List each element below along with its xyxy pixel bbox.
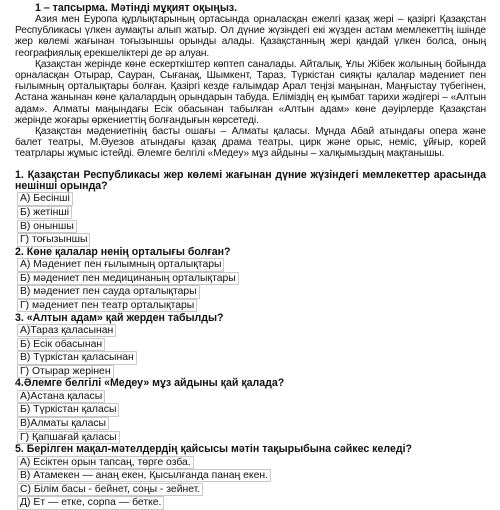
answer-option[interactable]: Д) Ет — етке, сорпа — бетке. xyxy=(17,496,164,509)
answer-options xyxy=(15,456,486,510)
text-paragraph-3: Қазақстан мәдениетінің басты ошағы – Алматы қаласы. Мұнда Абай атындағы опера және балет театры, М.Әуезов атындағы қазақ драма театры, цирк және орыс, неміс, ұйғыр, корей театрлары жұмыс істейді. Әлемге белгілі «Медеу» мұз айдыны – халқымыздың мақтанышы. xyxy=(15,126,486,160)
answer-option[interactable]: Б) Түркістан қаласы xyxy=(17,403,119,416)
answer-options xyxy=(15,390,486,444)
question-2 xyxy=(15,247,486,312)
answer-option[interactable]: А)Астана қаласы xyxy=(17,390,105,403)
text-paragraph-1: Азия мен Еуропа құрлықтарының ортасында орналасқан ежелгі қазақ жері – қазіргі Қазақстан Республикасы үлкен аумақты алып жатыр. Ол дүние жүзіндегі екі жүзден астам мемлекеттің ішінде жер көлемі жағынан тоғызыншы орынды алады. Қазақстанның жері қандай үлкен болса, оның географиялық ерекшеліктері де әр алуан. xyxy=(15,14,486,59)
answer-option[interactable]: А) Бесінші xyxy=(17,192,73,205)
question-1 xyxy=(15,170,486,247)
answer-option[interactable]: Г) тоғызыншы xyxy=(17,233,90,246)
reading-text xyxy=(15,14,486,160)
answer-option[interactable]: В) Атамекен — анаң екен, Қысылғанда панаң екен. xyxy=(17,469,271,482)
answer-option[interactable]: Б) Есік обасынан xyxy=(17,338,105,351)
answer-option[interactable]: А)Тараз қаласынан xyxy=(17,324,116,337)
answer-option[interactable]: В) Түркістан қаласынан xyxy=(17,351,137,364)
answer-options xyxy=(15,324,486,378)
question-text: 5. Берілген мақал-мәтелдердің қайсысы мәтін тақырыбына сәйкес келеді? xyxy=(15,443,412,456)
question-text: 1. Қазақстан Республикасы жер көлемі жағынан дүние жүзіндегі мемлекеттер арасында нешінші орында? xyxy=(15,168,486,193)
answer-option[interactable]: В) оныншы xyxy=(17,220,77,233)
answer-option[interactable]: Г) Қапшағай қаласы xyxy=(17,431,120,444)
answer-option[interactable]: В) мәдениет пен сауда орталықтары xyxy=(17,285,200,298)
text-paragraph-2: Қазақстан жерінде көне ескерткіштер көптеп саналады. Айталық, Ұлы Жібек жолының бойында орналасқан Отырар, Сауран, Сығанақ, Шымкент, Тараз, Түркістан сияқты қалалар мәдениет пен ғылымның орталықтары болған. Қазіргі кезде ғалымдар Арал теңізі маңынан, Маңғыстау түбегінен, Астана жанынан көне қалалардың орындарын табуда. Еліміздің ең қымбат тарихи жәдігері – «Алтын адам». Алматы маңындағы Есік обасынан табылған «Алтын адам» көне дәуірлерде Қазақстан жерінде жоғары өркениеттің болғандығын көрсетеді. xyxy=(15,58,486,126)
answer-option[interactable]: Б) жетінші xyxy=(17,206,72,219)
answer-option[interactable]: В)Алматы қаласы xyxy=(17,417,109,430)
answer-options xyxy=(15,192,486,246)
answer-option[interactable]: Г) Отырар жерінен xyxy=(17,365,114,378)
question-4 xyxy=(15,378,486,443)
answer-option[interactable]: А) Мәдениет пен ғылымның орталықтары xyxy=(17,258,224,271)
question-3 xyxy=(15,313,486,378)
task-title: 1 – тапсырма. Мәтінді мұқият оқыңыз. xyxy=(35,2,238,14)
answer-option[interactable]: Г) мәдениет пен театр орталықтары xyxy=(17,299,197,312)
answer-options xyxy=(15,258,486,312)
question-text: 3. «Алтын адам» қай жерден табылды? xyxy=(15,311,224,324)
question-text: 2. Көне қалалар ненің орталығы болған? xyxy=(15,245,231,258)
answer-option[interactable]: Б) мәдениет пен медицинаның орталықтары xyxy=(17,272,239,285)
question-text: 4.Әлемге белгілі «Медеу» мұз айдыны қай қалада? xyxy=(15,377,285,390)
answer-option[interactable]: А) Есіктен орын тапсаң, төрге озба. xyxy=(17,456,194,469)
answer-option[interactable]: С) Білім басы - бейнет, соңы - зейнет. xyxy=(17,483,203,496)
question-list xyxy=(15,170,486,510)
